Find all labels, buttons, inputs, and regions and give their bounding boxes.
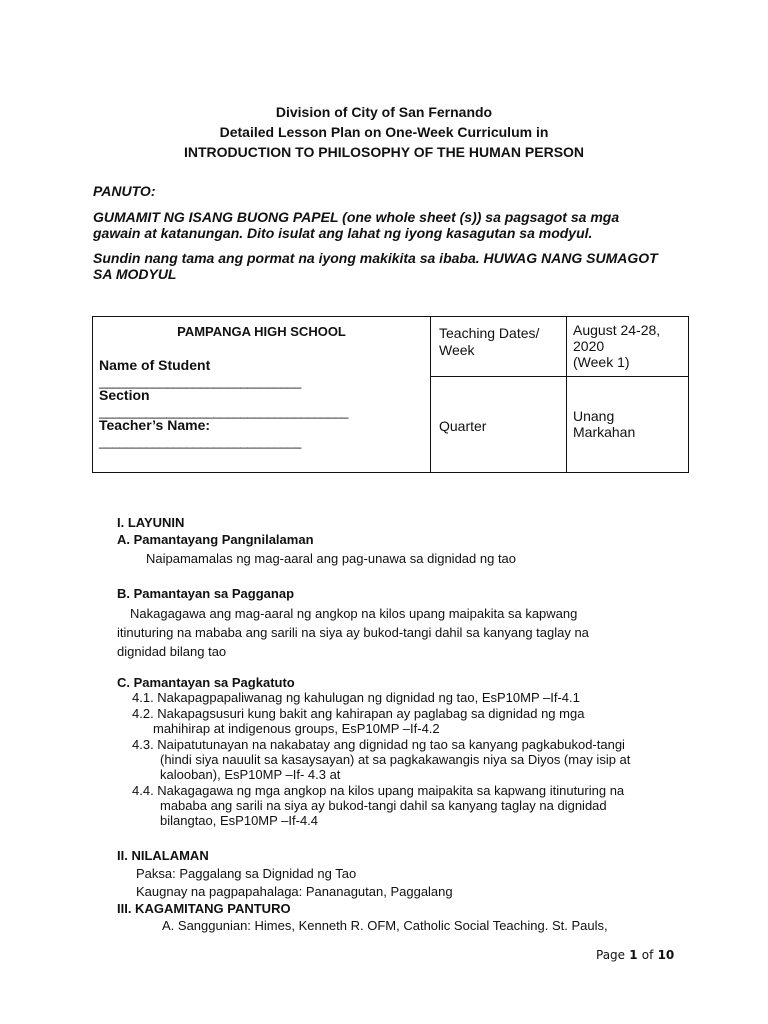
content-standard-heading: A. Pamantayang Pangnilalaman: [117, 532, 314, 547]
school-name: PAMPANGA HIGH SCHOOL: [177, 324, 346, 339]
division-title: Division of City of San Fernando: [275, 104, 493, 120]
competency-4-1: 4.1. Nakapagpapaliwanag ng kahulugan ng dignidad ng tao, EsP10MP –If-4.1: [132, 690, 580, 705]
performance-standard-text: Nakagagawa ang mag-aaral ng angkop na kilos upang maipakita sa kapwang itinuturing na mababa ang sarili na siya ay bukod-tangi dahil sa kanyang taglay na dignidad bilang tao: [117, 606, 589, 659]
teaching-dates-label: Teaching Dates/ Week: [431, 317, 567, 377]
name-of-student-label: Name of Student: [99, 357, 211, 373]
instructions-paragraph-1: GUMAMIT NG ISANG BUONG PAPEL (one whole sheet (s)) sa pagsagot sa mga gawain at katanungan. Dito isulat ang lahat ng iyong kasagutan sa modyul.: [93, 209, 620, 241]
competency-4-2: 4.2. Nakapagsusuri kung bakit ang kahirapan ay paglabag sa dignidad ng mga mahihirap at indigenous groups, EsP10MP –If-4.2: [132, 706, 585, 736]
student-info-table: [92, 316, 689, 473]
section-kagamitan-heading: III. KAGAMITANG PANTURO: [117, 901, 291, 916]
teaching-dates-value: August 24-28, 2020 (Week 1): [567, 317, 689, 377]
subject-title: INTRODUCTION TO PHILOSOPHY OF THE HUMAN PERSON: [183, 144, 585, 160]
competency-4-4: 4.4. Nakagagawa ng mga angkop na kilos upang maipakita sa kapwang itinuturing na mababa ang sarili na siya ay bukod-tangi dahil sa kanyang taglay na dignidad bilangtao, EsP10MP –If-4.4: [132, 783, 625, 828]
document-header: [0, 102, 768, 162]
related-values-text: Kaugnay na pagpapahalaga: Pananagutan, Paggalang: [136, 884, 453, 899]
section-label: Section: [99, 387, 150, 403]
student-info-cell: [93, 317, 431, 473]
topic-text: Paksa: Paggalang sa Dignidad ng Tao: [136, 866, 357, 881]
section-nilalaman-heading: II. NILALAMAN: [117, 848, 209, 863]
quarter-value: Unang Markahan: [567, 377, 689, 473]
references-text: A. Sanggunian: Himes, Kenneth R. OFM, Catholic Social Teaching. St. Pauls,: [162, 918, 608, 933]
instructions-paragraph-2: Sundin nang tama ang pormat na iyong makikita sa ibaba. HUWAG NANG SUMAGOT SA MODYUL: [93, 250, 658, 282]
lesson-plan-title: Detailed Lesson Plan on One-Week Curriculum in: [219, 124, 549, 140]
teacher-name-line: ______________________________: [99, 434, 301, 449]
teacher-name-label: Teacher’s Name:: [99, 417, 211, 433]
learning-competencies-heading: C. Pamantayan sa Pagkatuto: [117, 675, 295, 690]
instructions-heading: PANUTO:: [93, 183, 156, 199]
section-line: _____________________________________: [99, 404, 349, 419]
section-layunin-heading: I. LAYUNIN: [117, 515, 185, 530]
quarter-label: Quarter: [431, 377, 567, 473]
competency-4-3: 4.3. Naipatutunayan na nakabatay ang dignidad ng tao sa kanyang pagkabukod-tangi (hindi siya nauulit sa kasaysayan) at sa pagkakawangis niya sa Diyos (may isip at kalooban), EsP10MP –If- 4.3 at: [132, 737, 631, 782]
page-number: Page 1 of 10: [596, 948, 675, 962]
name-of-student-line: ______________________________: [99, 374, 301, 389]
performance-standard-heading: B. Pamantayan sa Pagganap: [117, 586, 295, 601]
content-standard-text: Naipamamalas ng mag-aaral ang pag-unawa sa dignidad ng tao: [146, 551, 517, 566]
